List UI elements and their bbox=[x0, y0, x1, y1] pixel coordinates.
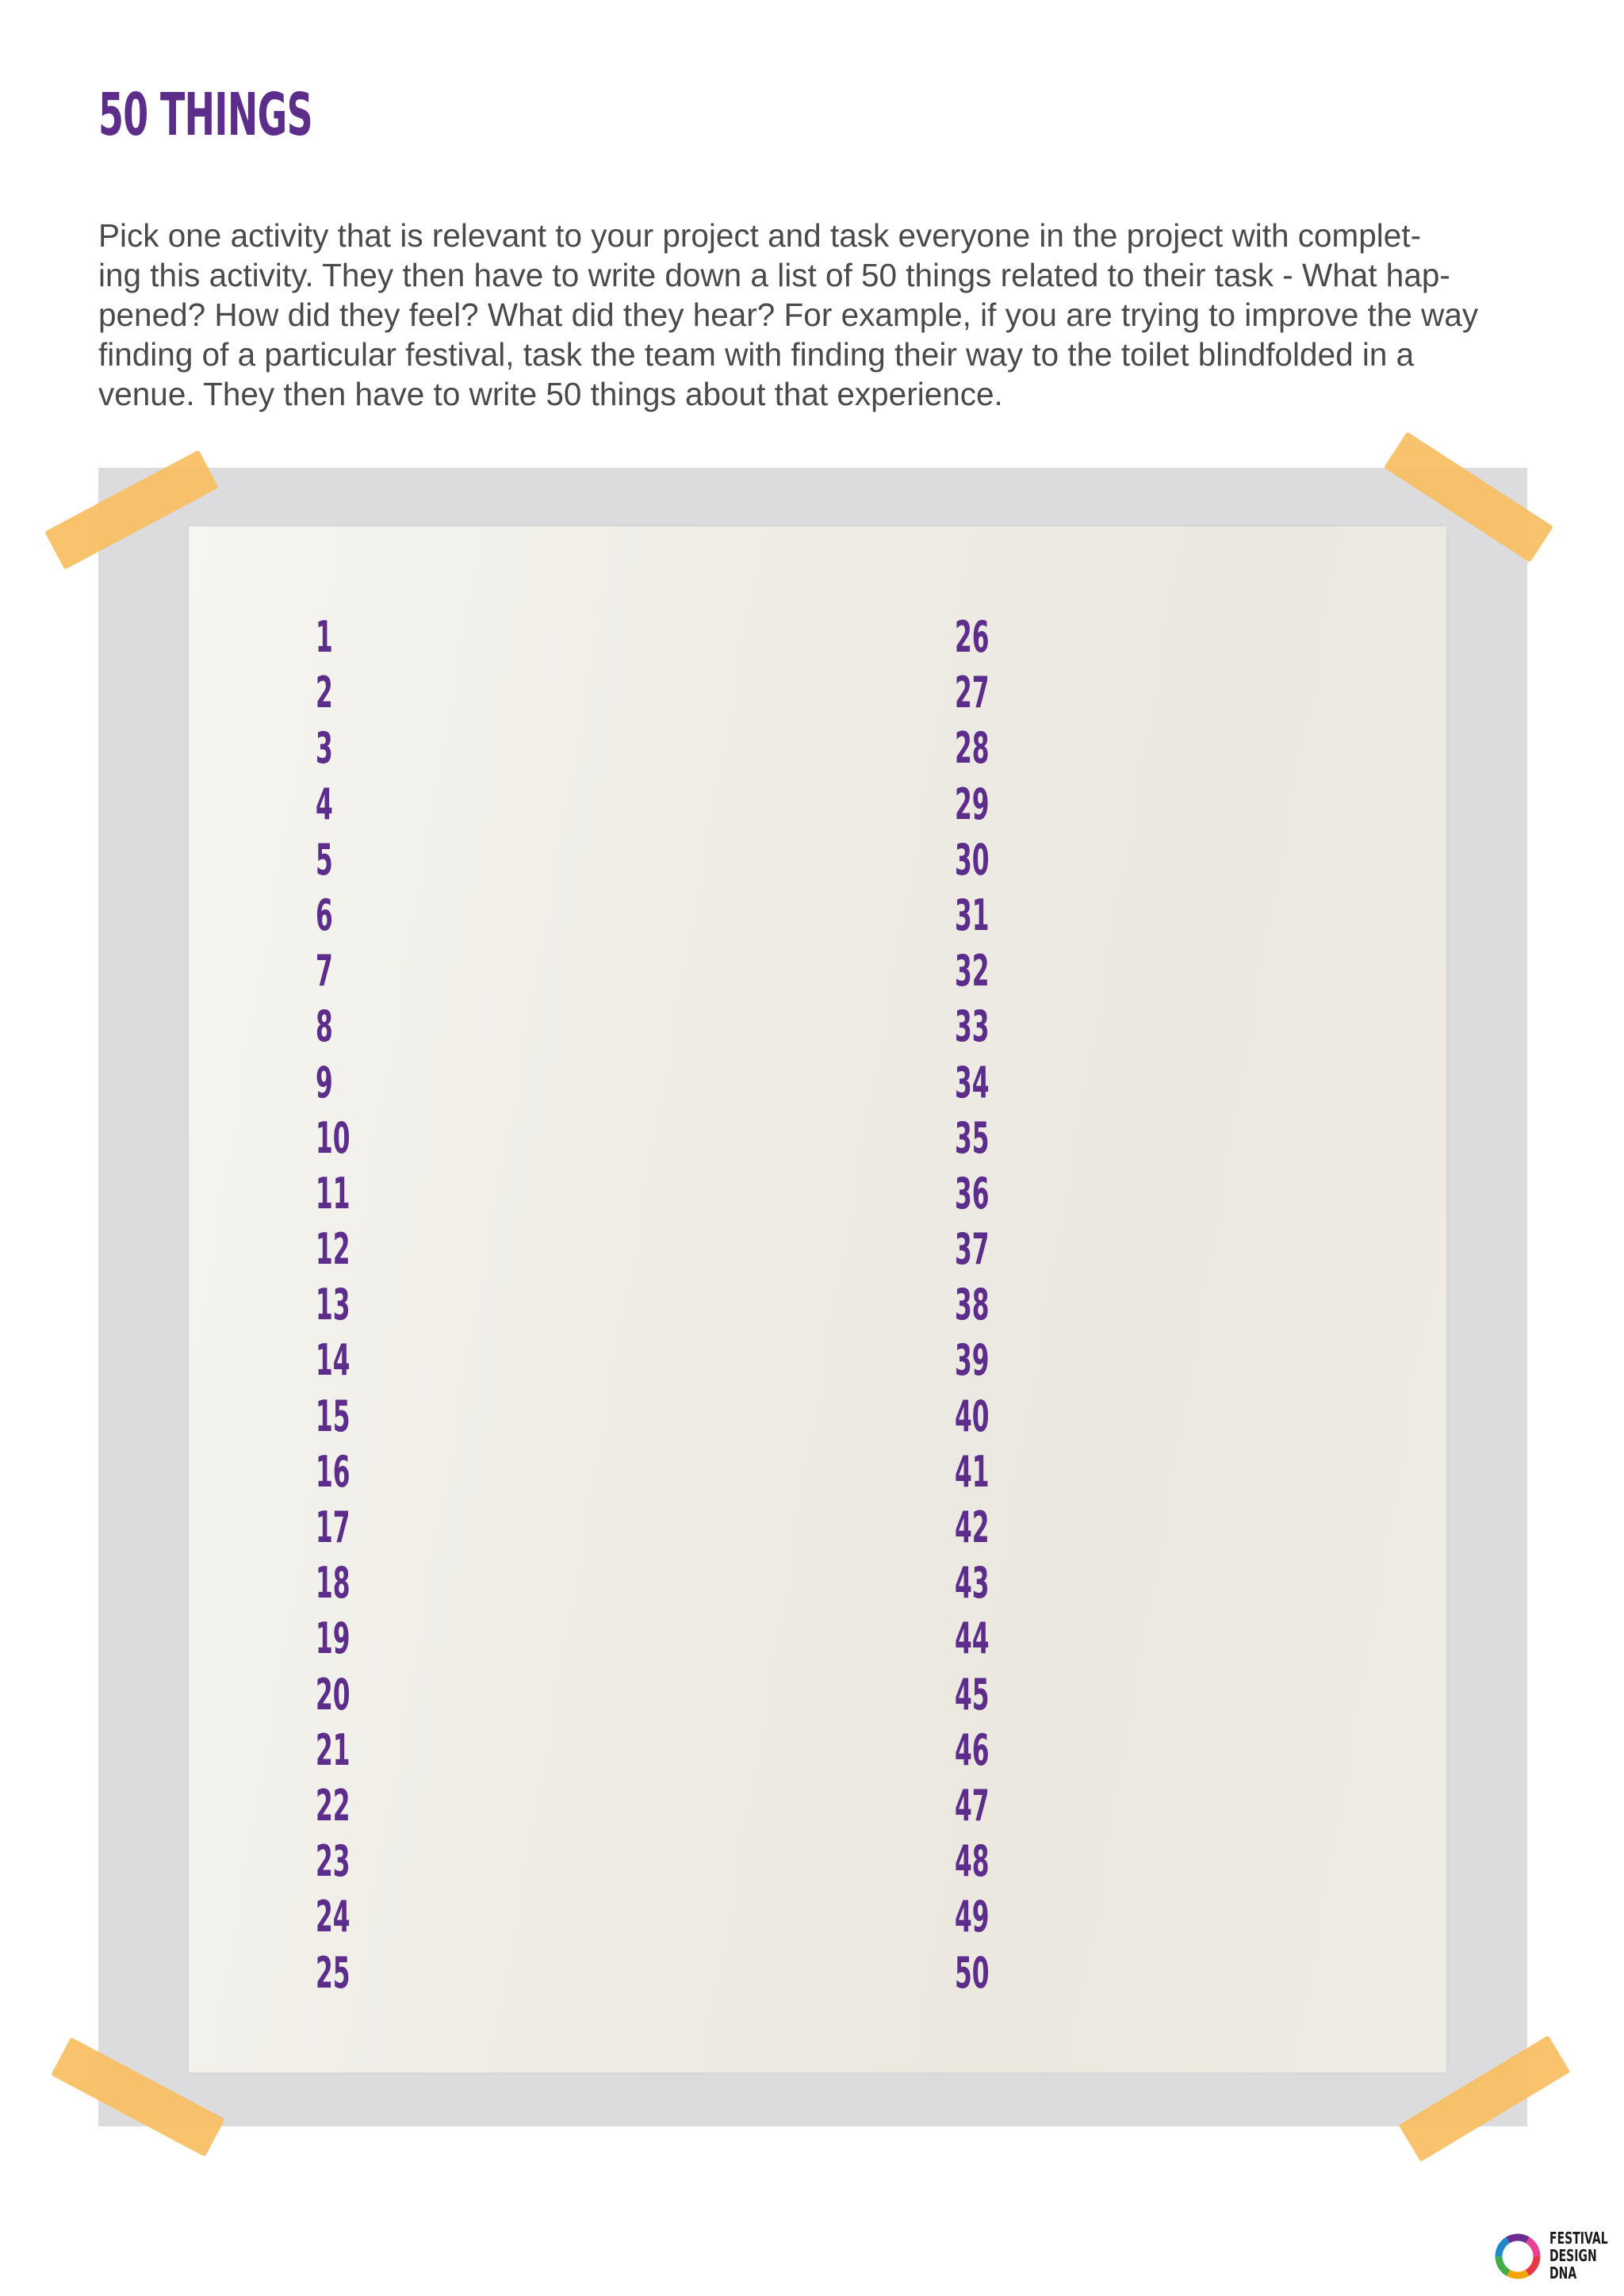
list-item-number: 14 bbox=[316, 1335, 350, 1386]
list-item-number: 10 bbox=[316, 1112, 350, 1163]
list-item-number: 26 bbox=[955, 612, 990, 662]
list-item-number: 47 bbox=[955, 1780, 990, 1831]
logo-wordmark bbox=[1549, 2229, 1608, 2282]
intro-paragraph: Pick one activity that is relevant to your project and task everyone in the project with complet- ing this activity. They then have to write down a list of 50 things related to their task - What hap- pened? How did they feel? What did they hear? For example, if you are trying to improve the way finding of a particular festival, task the team with finding their way to the toilet blindfolded in a venue. They then have to write 50 things about that experience. bbox=[98, 217, 1479, 412]
list-item-number: 15 bbox=[316, 1391, 350, 1441]
list-item-number: 29 bbox=[955, 779, 990, 829]
list-item-number: 24 bbox=[316, 1892, 350, 1942]
logo-line: FESTIVAL bbox=[1549, 2229, 1608, 2248]
list-item-number: 17 bbox=[316, 1502, 350, 1552]
list-item-number: 18 bbox=[316, 1558, 350, 1609]
list-item-number: 25 bbox=[316, 1947, 350, 1998]
list-item-number: 27 bbox=[955, 668, 990, 718]
list-item-number: 41 bbox=[955, 1446, 990, 1497]
list-item-number: 19 bbox=[316, 1613, 350, 1664]
list-item-number: 31 bbox=[955, 890, 990, 940]
list-column-left bbox=[316, 612, 375, 2007]
list-item-number: 35 bbox=[955, 1112, 990, 1163]
list-item-number: 48 bbox=[955, 1836, 990, 1887]
list-item-number: 8 bbox=[316, 1001, 333, 1052]
list-item-number: 21 bbox=[316, 1724, 350, 1775]
list-item-number: 32 bbox=[955, 946, 990, 997]
list-item-number: 9 bbox=[316, 1057, 333, 1108]
list-item-number: 40 bbox=[955, 1391, 990, 1441]
festival-design-dna-logo bbox=[1492, 2228, 1611, 2283]
list-item-number: 23 bbox=[316, 1836, 350, 1887]
list-item-number: 39 bbox=[955, 1335, 990, 1386]
list-item-number: 42 bbox=[955, 1502, 990, 1552]
logo-line: DESIGN bbox=[1549, 2246, 1597, 2265]
list-item-number: 4 bbox=[316, 779, 333, 829]
list-item-number: 46 bbox=[955, 1724, 990, 1775]
page-title: 50 THINGS bbox=[98, 81, 313, 149]
list-item-number: 1 bbox=[316, 612, 333, 662]
list-item-number: 34 bbox=[955, 1057, 990, 1108]
logo-ring-icon bbox=[1492, 2231, 1543, 2282]
list-item-number: 6 bbox=[316, 890, 333, 940]
list-item-number: 43 bbox=[955, 1558, 990, 1609]
list-item-number: 45 bbox=[955, 1669, 990, 1720]
list-item-number: 30 bbox=[955, 834, 990, 885]
list-item-number: 12 bbox=[316, 1224, 350, 1275]
list-item-number: 37 bbox=[955, 1224, 990, 1275]
list-item-number: 2 bbox=[316, 668, 333, 718]
logo-line: DNA bbox=[1549, 2263, 1577, 2283]
list-item-number: 44 bbox=[955, 1613, 990, 1664]
list-item-number: 3 bbox=[316, 723, 333, 774]
list-item-number: 22 bbox=[316, 1780, 350, 1831]
list-item-number: 49 bbox=[955, 1892, 990, 1942]
list-item-number: 13 bbox=[316, 1280, 350, 1330]
list-item-number: 50 bbox=[955, 1947, 990, 1998]
list-item-number: 7 bbox=[316, 946, 333, 997]
list-item-number: 38 bbox=[955, 1280, 990, 1330]
list-item-number: 20 bbox=[316, 1669, 350, 1720]
list-item-number: 11 bbox=[316, 1168, 350, 1219]
list-item-number: 28 bbox=[955, 723, 990, 774]
list-item-number: 36 bbox=[955, 1168, 990, 1219]
notepad-paper bbox=[189, 526, 1446, 2072]
list-item-number: 5 bbox=[316, 834, 333, 885]
list-item-number: 16 bbox=[316, 1446, 350, 1497]
list-column-right bbox=[955, 612, 1014, 2007]
list-item-number: 33 bbox=[955, 1001, 990, 1052]
